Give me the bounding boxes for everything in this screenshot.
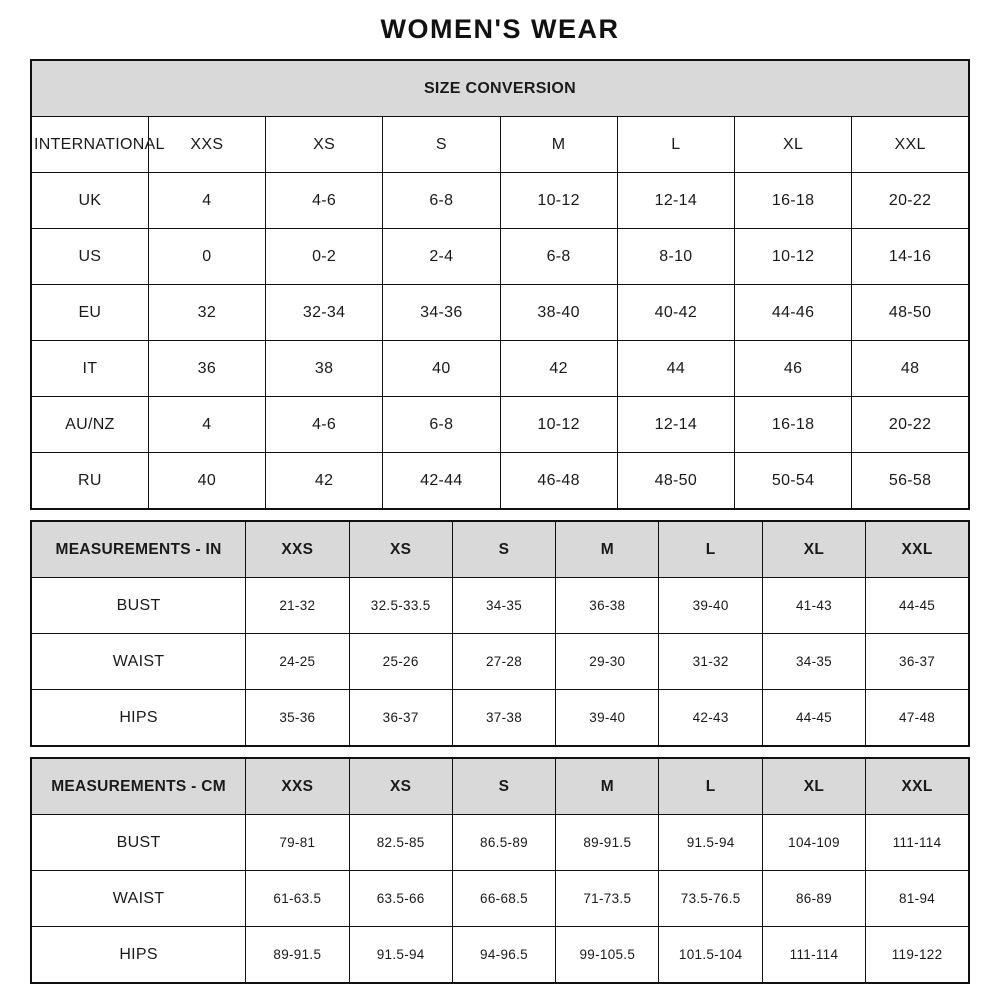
column-header-m: M (556, 521, 659, 578)
table-cell: 47-48 (866, 690, 969, 747)
column-header-s: S (452, 521, 555, 578)
table-cell: 36 (148, 341, 265, 397)
row-label-bust: BUST (31, 578, 246, 634)
table-cell: 48-50 (617, 453, 734, 510)
table-cell: 4 (148, 173, 265, 229)
table-cell: 38 (266, 341, 383, 397)
size-conversion-banner: SIZE CONVERSION (31, 60, 969, 117)
table-row-us (31, 229, 969, 285)
table-cell: 39-40 (659, 578, 762, 634)
column-header-l: L (659, 521, 762, 578)
column-header-xxs: XXS (246, 521, 349, 578)
table-cell: 91.5-94 (349, 927, 452, 984)
column-header-xxl: XXL (852, 117, 969, 173)
table-cell: 10-12 (500, 173, 617, 229)
table-cell: 82.5-85 (349, 815, 452, 871)
row-label-waist: WAIST (31, 871, 246, 927)
table-cell: 86.5-89 (452, 815, 555, 871)
table-cell: 111-114 (866, 815, 969, 871)
table-row-bust-cm (31, 815, 969, 871)
table-cell: 66-68.5 (452, 871, 555, 927)
column-header-xxs: XXS (148, 117, 265, 173)
table-cell: 42 (500, 341, 617, 397)
measurements-cm-header-row (31, 758, 969, 815)
table-cell: 36-37 (866, 634, 969, 690)
row-label-uk: UK (31, 173, 148, 229)
table-cell: 40 (383, 341, 500, 397)
row-label-hips: HIPS (31, 927, 246, 984)
table-cell: 21-32 (246, 578, 349, 634)
measurements-cm-table (30, 757, 970, 984)
measurements-in-header: MEASUREMENTS - IN (31, 521, 246, 578)
table-cell: 42-43 (659, 690, 762, 747)
table-cell: 73.5-76.5 (659, 871, 762, 927)
table-cell: 0 (148, 229, 265, 285)
table-cell: 12-14 (617, 173, 734, 229)
table-cell: 34-35 (452, 578, 555, 634)
column-header-xs: XS (266, 117, 383, 173)
table-cell: 16-18 (735, 173, 852, 229)
table-cell: 6-8 (500, 229, 617, 285)
table-cell: 101.5-104 (659, 927, 762, 984)
row-label-bust: BUST (31, 815, 246, 871)
table-cell: 41-43 (762, 578, 865, 634)
table-cell: 4-6 (266, 397, 383, 453)
table-row-waist-in (31, 634, 969, 690)
column-header-xxl: XXL (866, 521, 969, 578)
table-cell: 39-40 (556, 690, 659, 747)
table-cell: 14-16 (852, 229, 969, 285)
table-cell: 42 (266, 453, 383, 510)
table-cell: 25-26 (349, 634, 452, 690)
column-header-l: L (617, 117, 734, 173)
column-header-xxs: XXS (246, 758, 349, 815)
table-row-hips-cm (31, 927, 969, 984)
table-cell: 35-36 (246, 690, 349, 747)
table-cell: 16-18 (735, 397, 852, 453)
table-row-hips-in (31, 690, 969, 747)
table-cell: 4 (148, 397, 265, 453)
table-cell: 2-4 (383, 229, 500, 285)
table-cell: 48 (852, 341, 969, 397)
table-cell: 44-45 (866, 578, 969, 634)
table-cell: 94-96.5 (452, 927, 555, 984)
column-header-xxl: XXL (866, 758, 969, 815)
table-cell: 44-45 (762, 690, 865, 747)
table-cell: 48-50 (852, 285, 969, 341)
table-cell: 24-25 (246, 634, 349, 690)
table-cell: 12-14 (617, 397, 734, 453)
table-cell: 31-32 (659, 634, 762, 690)
column-header-xl: XL (735, 117, 852, 173)
table-cell: 111-114 (762, 927, 865, 984)
column-header-l: L (659, 758, 762, 815)
table-cell: 38-40 (500, 285, 617, 341)
table-cell: 20-22 (852, 173, 969, 229)
table-cell: 32.5-33.5 (349, 578, 452, 634)
size-conversion-table (30, 59, 970, 510)
table-cell: 44 (617, 341, 734, 397)
row-label-ru: RU (31, 453, 148, 510)
row-label-us: US (31, 229, 148, 285)
table-cell: 119-122 (866, 927, 969, 984)
table-cell: 34-36 (383, 285, 500, 341)
table-cell: 10-12 (735, 229, 852, 285)
row-label-waist: WAIST (31, 634, 246, 690)
table-cell: 37-38 (452, 690, 555, 747)
table-cell: 46-48 (500, 453, 617, 510)
table-cell: 40 (148, 453, 265, 510)
table-cell: 46 (735, 341, 852, 397)
table-cell: 89-91.5 (556, 815, 659, 871)
size-conversion-header-row (31, 117, 969, 173)
table-cell: 79-81 (246, 815, 349, 871)
table-row-waist-cm (31, 871, 969, 927)
table-cell: 63.5-66 (349, 871, 452, 927)
row-label-aunz: AU/NZ (31, 397, 148, 453)
row-label-eu: EU (31, 285, 148, 341)
column-header-m: M (556, 758, 659, 815)
table-cell: 91.5-94 (659, 815, 762, 871)
table-cell: 27-28 (452, 634, 555, 690)
row-label-it: IT (31, 341, 148, 397)
column-header-xs: XS (349, 521, 452, 578)
table-cell: 104-109 (762, 815, 865, 871)
table-cell: 61-63.5 (246, 871, 349, 927)
table-cell: 32-34 (266, 285, 383, 341)
table-cell: 99-105.5 (556, 927, 659, 984)
size-conversion-banner-row (31, 60, 969, 117)
table-cell: 29-30 (556, 634, 659, 690)
table-cell: 10-12 (500, 397, 617, 453)
column-header-xl: XL (762, 521, 865, 578)
table-cell: 20-22 (852, 397, 969, 453)
table-cell: 44-46 (735, 285, 852, 341)
table-row-bust-in (31, 578, 969, 634)
table-cell: 34-35 (762, 634, 865, 690)
table-cell: 40-42 (617, 285, 734, 341)
measurements-in-table (30, 520, 970, 747)
table-cell: 0-2 (266, 229, 383, 285)
table-cell: 36-38 (556, 578, 659, 634)
measurements-cm-header: MEASUREMENTS - CM (31, 758, 246, 815)
table-row-uk (31, 173, 969, 229)
table-cell: 32 (148, 285, 265, 341)
table-cell: 4-6 (266, 173, 383, 229)
table-row-aunz (31, 397, 969, 453)
row-label-hips: HIPS (31, 690, 246, 747)
table-cell: 42-44 (383, 453, 500, 510)
table-row-it (31, 341, 969, 397)
column-header-m: M (500, 117, 617, 173)
column-header-international: INTERNATIONAL (31, 117, 148, 173)
column-header-s: S (383, 117, 500, 173)
page-title: WOMEN'S WEAR (380, 14, 620, 44)
table-cell: 56-58 (852, 453, 969, 510)
table-cell: 8-10 (617, 229, 734, 285)
measurements-in-header-row (31, 521, 969, 578)
column-header-xs: XS (349, 758, 452, 815)
table-cell: 36-37 (349, 690, 452, 747)
table-cell: 86-89 (762, 871, 865, 927)
column-header-s: S (452, 758, 555, 815)
table-row-ru (31, 453, 969, 510)
table-cell: 71-73.5 (556, 871, 659, 927)
table-cell: 50-54 (735, 453, 852, 510)
table-row-eu (31, 285, 969, 341)
table-cell: 89-91.5 (246, 927, 349, 984)
column-header-xl: XL (762, 758, 865, 815)
table-cell: 6-8 (383, 397, 500, 453)
table-cell: 6-8 (383, 173, 500, 229)
table-cell: 81-94 (866, 871, 969, 927)
